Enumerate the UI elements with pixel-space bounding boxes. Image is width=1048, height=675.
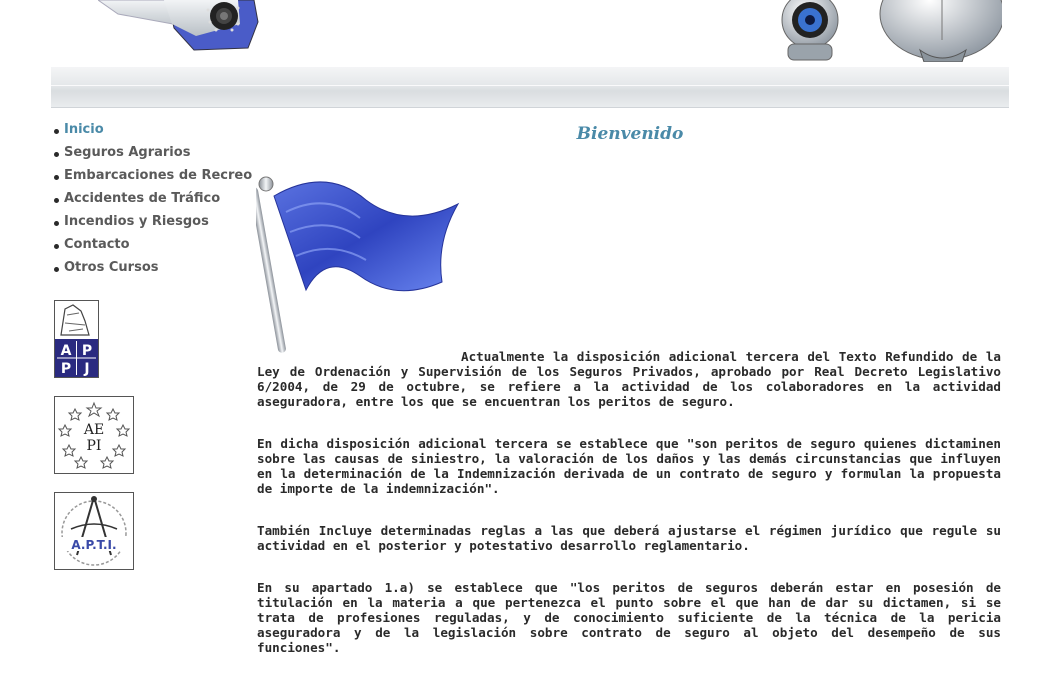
bullet-icon	[54, 152, 59, 157]
page-title: Bienvenido	[576, 124, 684, 144]
sidebar-item-label[interactable]: Otros Cursos	[64, 260, 159, 275]
header-banner	[0, 0, 1048, 62]
svg-text:P: P	[60, 361, 72, 377]
svg-text:AE: AE	[83, 422, 105, 438]
appj-logo-graphic	[55, 301, 98, 377]
appj-logo[interactable]	[54, 300, 99, 378]
svg-text:PI: PI	[86, 438, 102, 454]
content-paragraph-2: En dicha disposición adicional tercera se establece que "son peritos de seguro quienes dictaminen sobre las causas de siniestro, la valoración de los daños y las demás circunstancias que influyen en la determinación de la Indemnización derivada de un contrato de seguro y formulan la propuesta de importe de la indemnización".	[257, 436, 1001, 496]
sidebar-item-embarcaciones[interactable]	[54, 164, 254, 187]
sidebar-item-incendios[interactable]	[54, 210, 254, 233]
sidebar-menu	[54, 118, 254, 279]
sidebar-item-label[interactable]: Seguros Agrarios	[64, 145, 191, 160]
top-navbar	[51, 67, 1009, 108]
bullet-icon	[54, 129, 59, 134]
navbar-divider	[51, 85, 1009, 86]
sidebar-item-seguros-agrarios[interactable]	[54, 141, 254, 164]
sidebar-item-label[interactable]: Inicio	[64, 122, 104, 137]
bullet-icon	[54, 198, 59, 203]
content-paragraph-3: También Incluye determinadas reglas a las que deberá ajustarse el régimen jurídico que regule su actividad en el posterior y potestativo desarrollo reglamentario.	[257, 523, 1001, 553]
svg-text:P: P	[81, 343, 93, 359]
sidebar-item-inicio[interactable]	[54, 118, 254, 141]
svg-text:A: A	[60, 343, 72, 359]
sidebar-item-otros-cursos[interactable]	[54, 256, 254, 279]
bullet-icon	[54, 175, 59, 180]
svg-text:A.P.T.I.: A.P.T.I.	[71, 538, 117, 552]
content-paragraph-1: Actualmente la disposición adicional tercera del Texto Refundido de la Ley de Ordenación y Supervisión de los Seguros Privados, aprobado por Real Decreto Legislativo 6/2004, de 29 de octubre, se refiere a la actividad de los colaboradores en la actividad aseguradora, entre los que se encuentran los peritos de seguro.	[257, 349, 1001, 409]
apti-logo[interactable]	[54, 492, 134, 570]
security-camera-image	[98, 0, 260, 56]
aepi-logo-graphic	[55, 397, 133, 473]
sidebar-item-label[interactable]: Contacto	[64, 237, 130, 252]
sidebar-item-label[interactable]: Incendios y Riesgos	[64, 214, 209, 229]
sidebar-item-label[interactable]: Accidentes de Tráfico	[64, 191, 221, 206]
apti-logo-graphic	[55, 493, 133, 569]
bullet-icon	[54, 267, 59, 272]
sidebar-item-contacto[interactable]	[54, 233, 254, 256]
flag-icon	[256, 172, 462, 358]
bullet-icon	[54, 244, 59, 249]
sidebar	[54, 118, 254, 279]
webcam-image	[770, 0, 1002, 62]
content-paragraph-4: En su apartado 1.a) se establece que "los peritos de seguros deberán estar en posesión de titulación en la materia a que pertenezca el punto sobre el que han de dar su dictamen, si se trata de profesiones reguladas, y de conocimiento suficiente de la técnica de la pericia aseguradora y de la legislación sobre contrato de seguro al objeto del desempeño de sus funciones".	[257, 580, 1001, 655]
svg-text:J: J	[84, 361, 90, 377]
bullet-icon	[54, 221, 59, 226]
sidebar-item-label[interactable]: Embarcaciones de Recreo	[64, 168, 253, 183]
aepi-logo[interactable]	[54, 396, 134, 474]
sidebar-item-accidentes[interactable]	[54, 187, 254, 210]
